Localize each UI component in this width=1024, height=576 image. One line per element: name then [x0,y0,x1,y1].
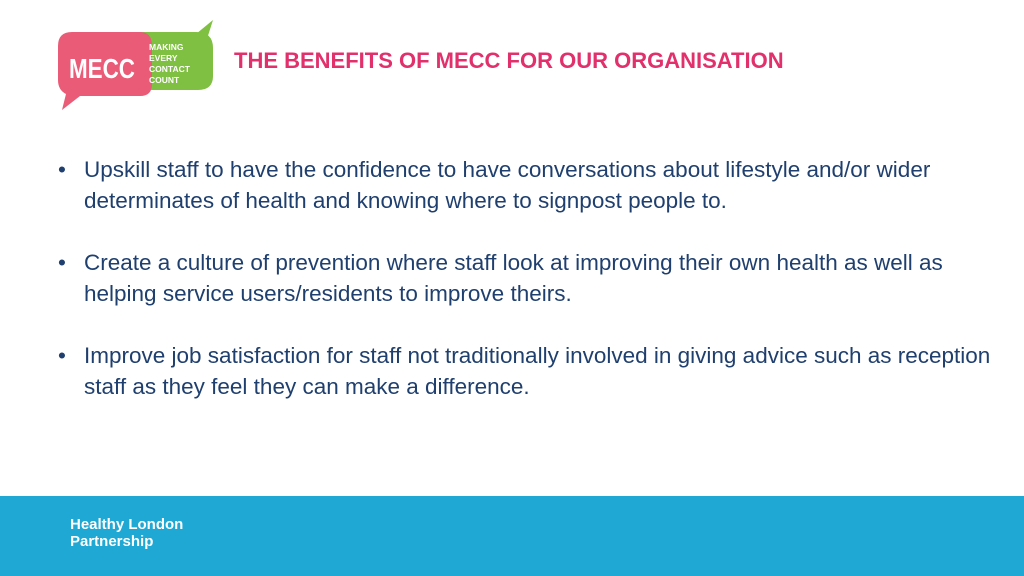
page-title: THE BENEFITS OF MECC FOR OUR ORGANISATION [234,48,784,73]
footer-bar [0,496,1024,576]
logo-tagline-line-2: EVERY [149,53,178,63]
benefit-item-upskill [58,155,998,216]
bullet-icon: • [58,343,66,368]
logo-tagline-line-4: COUNT [149,75,180,85]
bullet-icon: • [58,157,66,182]
speech-bubble-icon [56,20,216,112]
healthy-london-partnership-logo [70,516,183,550]
benefit-item-prevention [58,248,998,309]
footer-logo-line-2: Partnership [70,533,154,550]
bullet-icon: • [58,250,66,275]
benefit-text: Improve job satisfaction for staff not traditionally involved in giving advice such as reception staff as they feel they can make a difference. [84,343,991,399]
benefit-text: Upskill staff to have the confidence to have conversations about lifestyle and/or wider determinates of health and knowing where to signpost people to. [84,157,931,213]
benefit-item-job-satisfaction [58,341,998,402]
footer-logo-line-1: Healthy London [70,516,184,533]
mecc-logo [56,20,216,112]
benefit-text: Create a culture of prevention where staff look at improving their own health as well as helping service users/residents to improve theirs. [84,250,943,306]
benefits-list [58,155,998,434]
logo-tagline-line-3: CONTACT [149,64,190,74]
logo-tagline-line-1: MAKING [149,42,184,52]
logo-wordmark: MECC [69,53,135,84]
